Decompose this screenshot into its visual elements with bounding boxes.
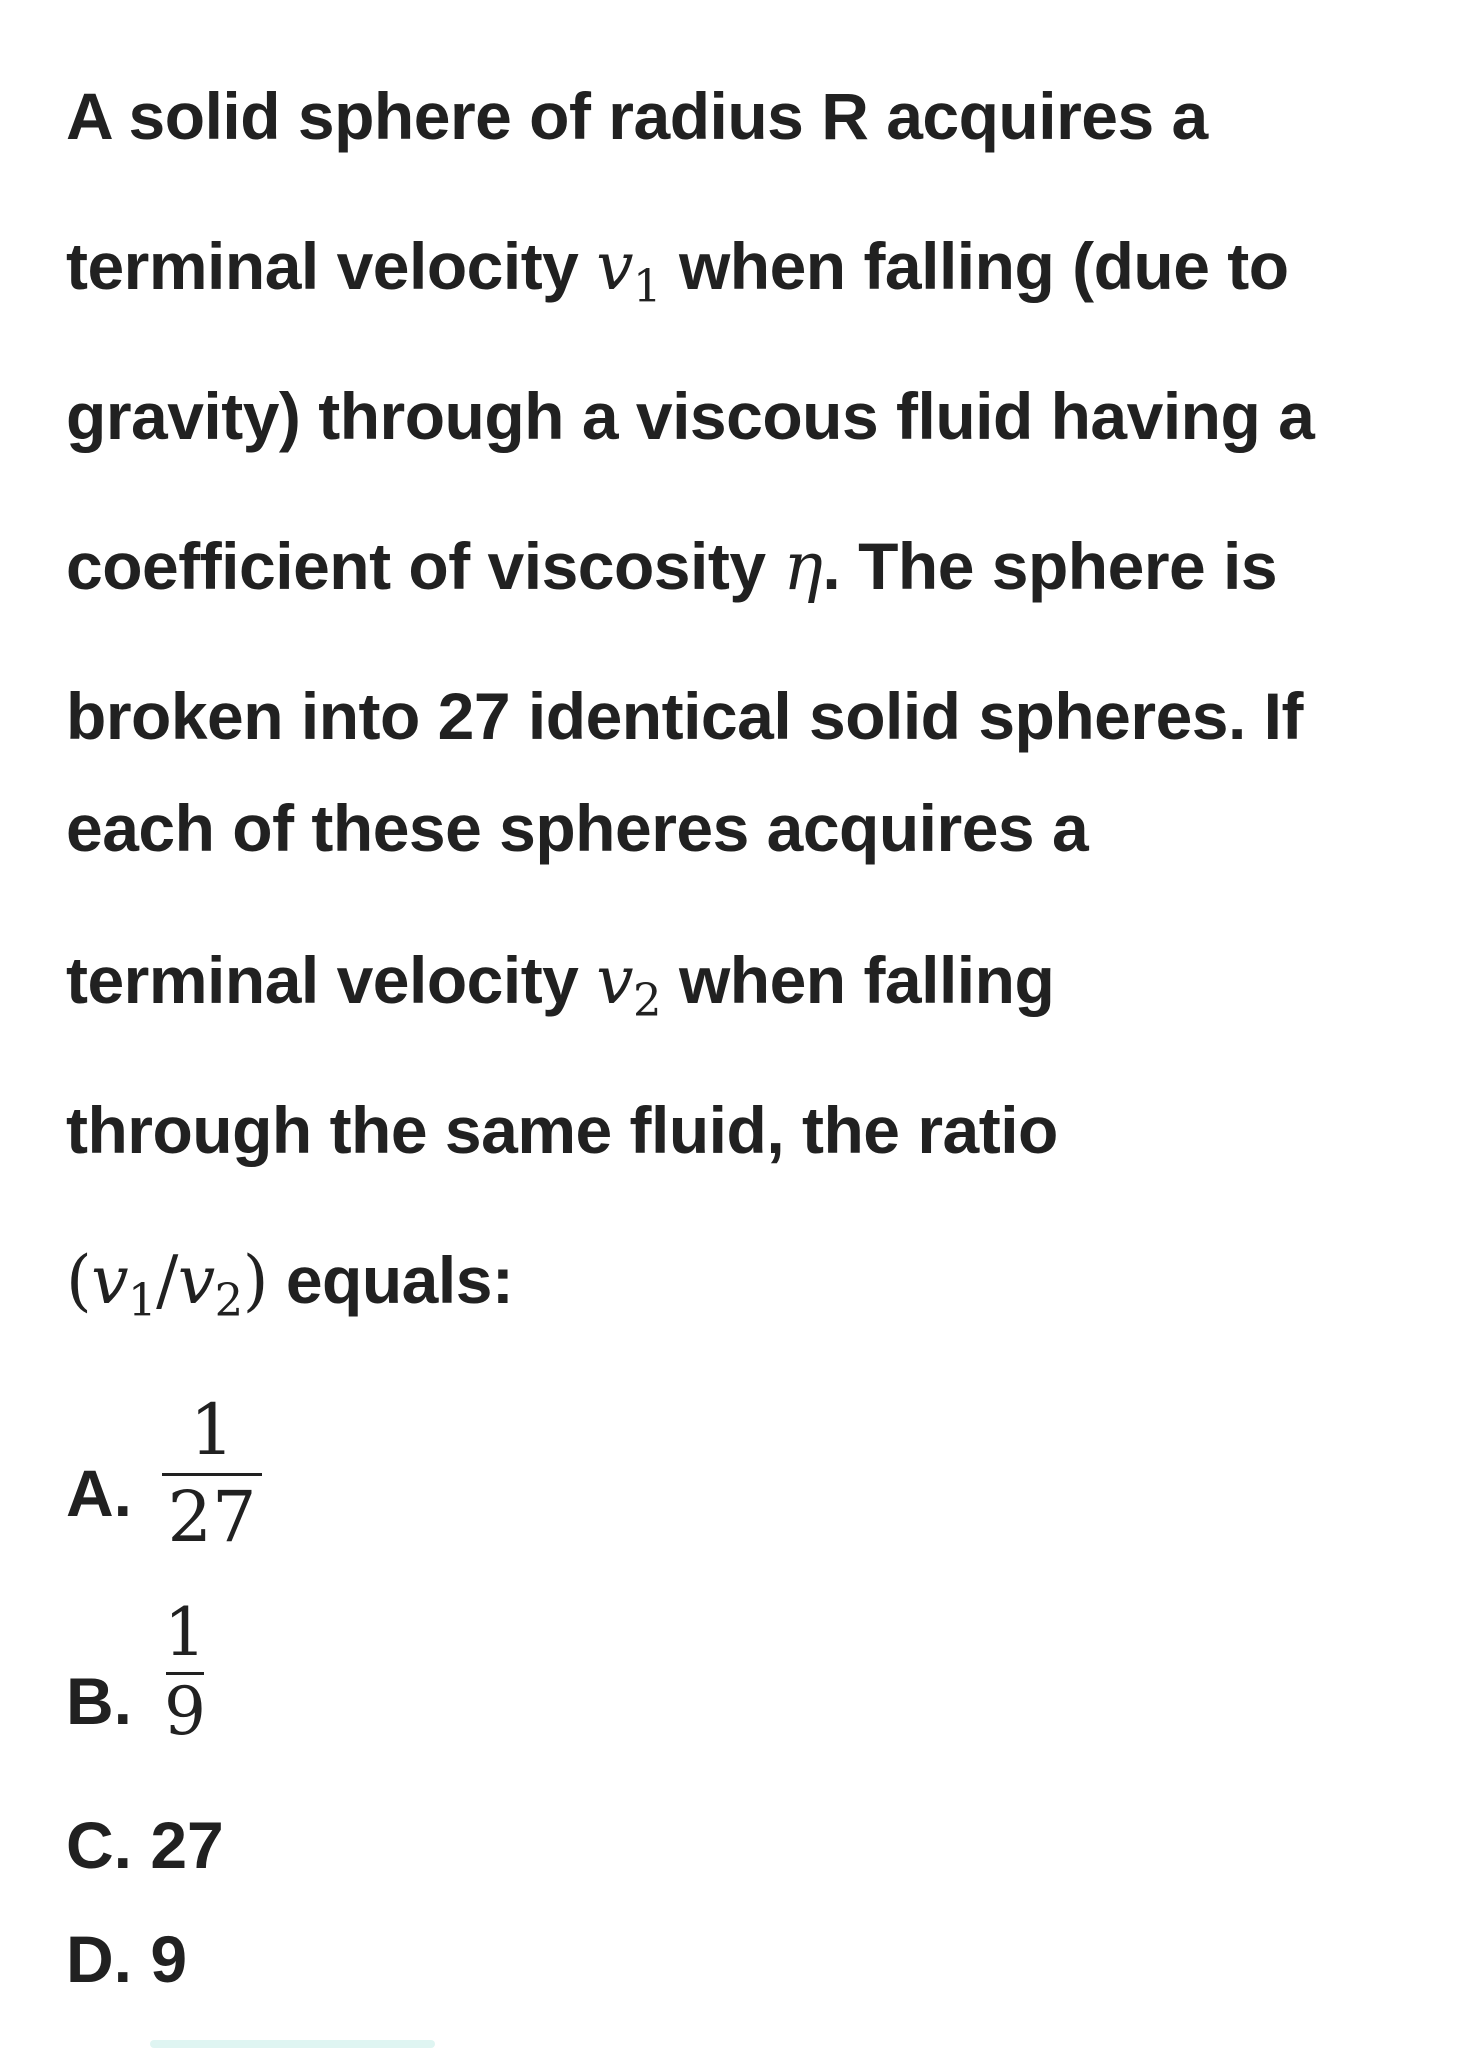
decorative-divider [150, 2040, 435, 2048]
fraction-numerator: 1 [164, 1594, 206, 1671]
fraction-denominator: 9 [164, 1673, 206, 1750]
question-line [66, 528, 1277, 605]
option-label: B. [66, 1664, 132, 1738]
text-run: when falling (due to [678, 229, 1289, 303]
text-run: coefficient of viscosity [66, 529, 766, 603]
question-line [66, 942, 1054, 1027]
text-run: terminal velocity [66, 943, 579, 1017]
velocity-v1: $v_1$ [596, 228, 662, 313]
fraction [160, 1594, 210, 1750]
fraction-numerator: 1 [189, 1389, 235, 1471]
question-line [66, 1242, 513, 1327]
question-line: broken into 27 identical solid spheres. If [66, 679, 1303, 753]
question-line [66, 228, 1289, 313]
question-line: through the same fluid, the ratio [66, 1093, 1058, 1167]
question-line: gravity) through a viscous fluid having a [66, 379, 1315, 453]
option-c[interactable]: C. 27 [66, 1808, 224, 1882]
velocity-ratio: $(v_1/v_2)$ [66, 1242, 268, 1327]
fraction-denominator: 27 [167, 1476, 257, 1558]
text-run: when falling [678, 943, 1055, 1017]
option-label: A. [66, 1456, 132, 1530]
option-d[interactable]: D. 9 [66, 1922, 188, 1996]
text-run: terminal velocity [66, 229, 579, 303]
text-run: equals: [285, 1243, 514, 1317]
question-line: A solid sphere of radius R acquires a [66, 79, 1208, 153]
viscosity-eta: η [783, 528, 823, 605]
fraction [162, 1389, 262, 1558]
velocity-v2: $v_2$ [596, 942, 662, 1027]
question-line: each of these spheres acquires a [66, 791, 1089, 865]
text-run: . The sphere is [822, 529, 1278, 603]
